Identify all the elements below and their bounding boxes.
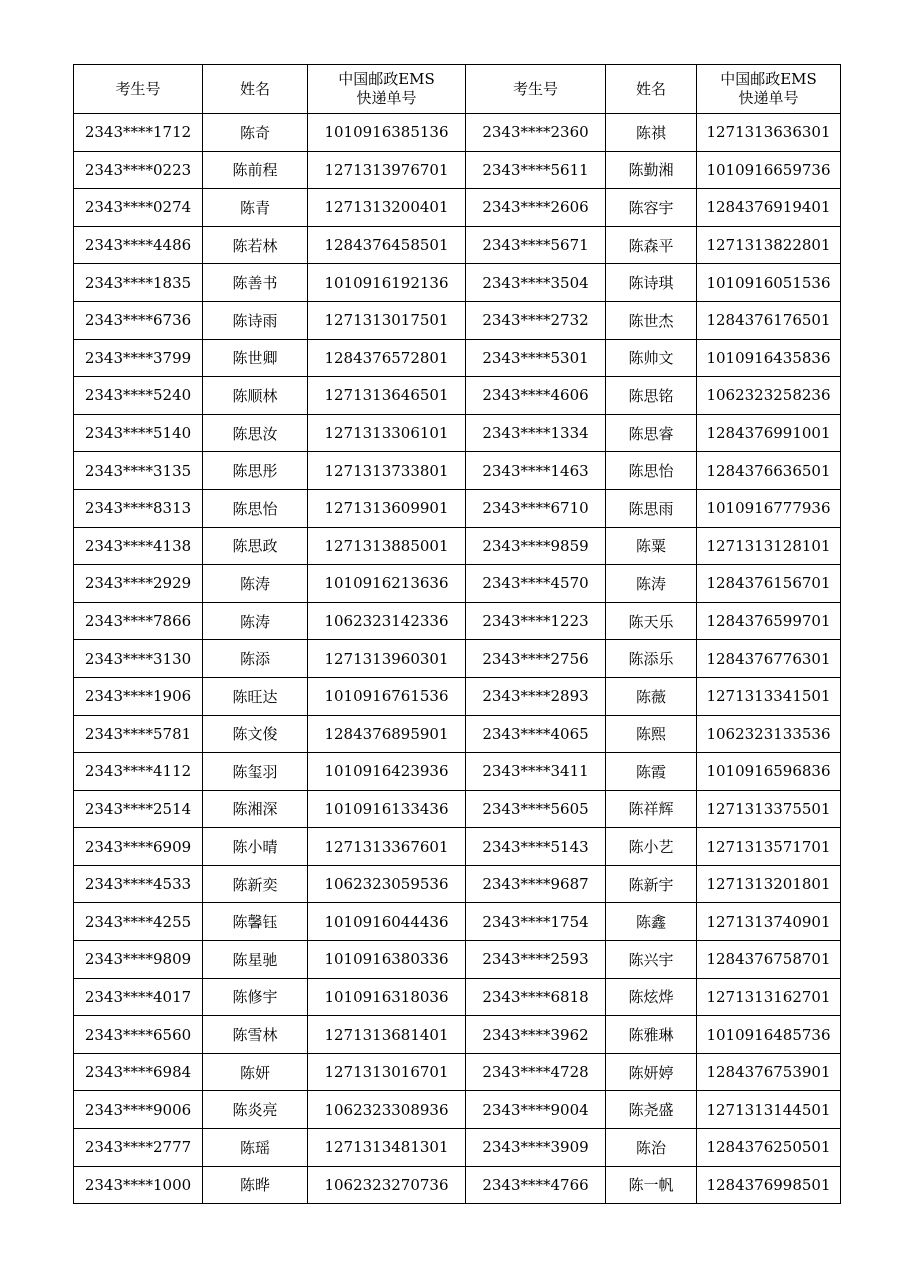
exam-id-cell: 2343****5671 — [466, 226, 606, 264]
student-name-cell: 陈思政 — [203, 527, 308, 565]
header-name-left: 姓名 — [203, 65, 308, 114]
ems-number-cell: 1062323270736 — [308, 1166, 466, 1204]
ems-number-cell: 1284376636501 — [697, 452, 841, 490]
ems-number-cell: 1284376895901 — [308, 715, 466, 753]
table-row — [74, 565, 841, 603]
exam-id-cell: 2343****2593 — [466, 941, 606, 979]
ems-number-cell: 1271313636301 — [697, 114, 841, 152]
exam-id-cell: 2343****6909 — [74, 828, 203, 866]
exam-id-cell: 2343****3962 — [466, 1016, 606, 1054]
table-row — [74, 527, 841, 565]
ems-number-cell: 1271313822801 — [697, 226, 841, 264]
exam-id-cell: 2343****2893 — [466, 677, 606, 715]
ems-number-cell: 1271313375501 — [697, 790, 841, 828]
table-row — [74, 753, 841, 791]
student-name-cell: 陈旺达 — [203, 677, 308, 715]
table-row — [74, 640, 841, 678]
ems-number-cell: 1271313976701 — [308, 151, 466, 189]
student-name-cell: 陈炫烨 — [606, 978, 697, 1016]
exam-id-cell: 2343****4570 — [466, 565, 606, 603]
exam-id-cell: 2343****9006 — [74, 1091, 203, 1129]
table-row — [74, 339, 841, 377]
student-name-cell: 陈思铭 — [606, 377, 697, 415]
ems-number-cell: 1271313128101 — [697, 527, 841, 565]
ems-number-cell: 1284376991001 — [697, 414, 841, 452]
student-name-cell: 陈思怡 — [606, 452, 697, 490]
exam-id-cell: 2343****2756 — [466, 640, 606, 678]
table-row — [74, 602, 841, 640]
ems-number-cell: 1284376156701 — [697, 565, 841, 603]
student-name-cell: 陈善书 — [203, 264, 308, 302]
student-name-cell: 陈文俊 — [203, 715, 308, 753]
exam-id-cell: 2343****6560 — [74, 1016, 203, 1054]
exam-id-cell: 2343****2360 — [466, 114, 606, 152]
ems-number-cell: 1062323308936 — [308, 1091, 466, 1129]
exam-id-cell: 2343****1463 — [466, 452, 606, 490]
table-row — [74, 1091, 841, 1129]
student-name-cell: 陈妍婷 — [606, 1053, 697, 1091]
table-row — [74, 489, 841, 527]
student-name-cell: 陈添乐 — [606, 640, 697, 678]
student-name-cell: 陈世杰 — [606, 301, 697, 339]
ems-number-cell: 1271313740901 — [697, 903, 841, 941]
student-name-cell: 陈思汝 — [203, 414, 308, 452]
student-name-cell: 陈馨钰 — [203, 903, 308, 941]
exam-id-cell: 2343****3909 — [466, 1129, 606, 1167]
header-name-right: 姓名 — [606, 65, 697, 114]
student-name-cell: 陈顺林 — [203, 377, 308, 415]
student-name-cell: 陈容宇 — [606, 189, 697, 227]
student-name-cell: 陈若林 — [203, 226, 308, 264]
student-name-cell: 陈祥辉 — [606, 790, 697, 828]
exam-id-cell: 2343****2777 — [74, 1129, 203, 1167]
exam-id-cell: 2343****2929 — [74, 565, 203, 603]
ems-number-cell: 1271313016701 — [308, 1053, 466, 1091]
exam-id-cell: 2343****9687 — [466, 865, 606, 903]
exam-id-cell: 2343****6710 — [466, 489, 606, 527]
ems-number-cell: 1284376753901 — [697, 1053, 841, 1091]
student-name-cell: 陈添 — [203, 640, 308, 678]
ems-number-cell: 1062323059536 — [308, 865, 466, 903]
student-name-cell: 陈熙 — [606, 715, 697, 753]
exam-id-cell: 2343****0274 — [74, 189, 203, 227]
student-name-cell: 陈勤湘 — [606, 151, 697, 189]
exam-id-cell: 2343****5240 — [74, 377, 203, 415]
table-row — [74, 978, 841, 1016]
header-ems-left — [308, 65, 466, 114]
exam-id-cell: 2343****6984 — [74, 1053, 203, 1091]
ems-number-cell: 1271313609901 — [308, 489, 466, 527]
exam-id-cell: 2343****5301 — [466, 339, 606, 377]
exam-id-cell: 2343****4138 — [74, 527, 203, 565]
student-name-cell: 陈奇 — [203, 114, 308, 152]
student-name-cell: 陈祺 — [606, 114, 697, 152]
ems-number-cell: 1271313571701 — [697, 828, 841, 866]
student-name-cell: 陈小晴 — [203, 828, 308, 866]
ems-number-cell: 1271313201801 — [697, 865, 841, 903]
student-name-cell: 陈霞 — [606, 753, 697, 791]
ems-number-cell: 1010916423936 — [308, 753, 466, 791]
table-row — [74, 452, 841, 490]
student-name-cell: 陈青 — [203, 189, 308, 227]
student-name-cell: 陈世卿 — [203, 339, 308, 377]
student-name-cell: 陈晔 — [203, 1166, 308, 1204]
ems-number-cell: 1010916761536 — [308, 677, 466, 715]
exam-id-cell: 2343****4255 — [74, 903, 203, 941]
student-name-cell: 陈湘深 — [203, 790, 308, 828]
student-name-cell: 陈新宇 — [606, 865, 697, 903]
ems-number-cell: 1010916435836 — [697, 339, 841, 377]
ems-number-cell: 1062323258236 — [697, 377, 841, 415]
exam-id-cell: 2343****1334 — [466, 414, 606, 452]
student-name-cell: 陈修宇 — [203, 978, 308, 1016]
exam-id-cell: 2343****4017 — [74, 978, 203, 1016]
exam-id-cell: 2343****2732 — [466, 301, 606, 339]
table-row — [74, 114, 841, 152]
ems-number-cell: 1284376599701 — [697, 602, 841, 640]
header-ems-left-line1: 中国邮政EMS — [338, 70, 435, 88]
ems-number-cell: 1010916044436 — [308, 903, 466, 941]
table-row — [74, 903, 841, 941]
ems-number-cell: 1284376776301 — [697, 640, 841, 678]
exam-id-cell: 2343****6736 — [74, 301, 203, 339]
student-name-cell: 陈思睿 — [606, 414, 697, 452]
student-name-cell: 陈雪林 — [203, 1016, 308, 1054]
student-name-cell: 陈小艺 — [606, 828, 697, 866]
exam-id-cell: 2343****5781 — [74, 715, 203, 753]
student-name-cell: 陈治 — [606, 1129, 697, 1167]
table-row — [74, 264, 841, 302]
ems-number-cell: 1010916777936 — [697, 489, 841, 527]
student-name-cell: 陈天乐 — [606, 602, 697, 640]
table-row — [74, 865, 841, 903]
ems-number-cell: 1284376458501 — [308, 226, 466, 264]
student-name-cell: 陈诗雨 — [203, 301, 308, 339]
ems-number-cell: 1271313162701 — [697, 978, 841, 1016]
ems-number-cell: 1271313646501 — [308, 377, 466, 415]
header-exam-id-right: 考生号 — [466, 65, 606, 114]
ems-number-cell: 1010916192136 — [308, 264, 466, 302]
ems-number-cell: 1010916385136 — [308, 114, 466, 152]
ems-number-cell: 1271313733801 — [308, 452, 466, 490]
table-row — [74, 301, 841, 339]
student-name-cell: 陈玺羽 — [203, 753, 308, 791]
ems-tracking-table — [73, 64, 841, 1204]
student-name-cell: 陈涛 — [203, 565, 308, 603]
exam-id-cell: 2343****9809 — [74, 941, 203, 979]
student-name-cell: 陈星驰 — [203, 941, 308, 979]
header-exam-id-left: 考生号 — [74, 65, 203, 114]
ems-number-cell: 1010916133436 — [308, 790, 466, 828]
ems-number-cell: 1271313481301 — [308, 1129, 466, 1167]
student-name-cell: 陈新奕 — [203, 865, 308, 903]
student-name-cell: 陈鑫 — [606, 903, 697, 941]
exam-id-cell: 2343****2606 — [466, 189, 606, 227]
ems-number-cell: 1284376758701 — [697, 941, 841, 979]
ems-number-cell: 1271313885001 — [308, 527, 466, 565]
ems-number-cell: 1271313144501 — [697, 1091, 841, 1129]
student-name-cell: 陈一帆 — [606, 1166, 697, 1204]
header-ems-right-line1: 中国邮政EMS — [720, 70, 817, 88]
student-name-cell: 陈雅琳 — [606, 1016, 697, 1054]
ems-number-cell: 1010916051536 — [697, 264, 841, 302]
ems-number-cell: 1010916213636 — [308, 565, 466, 603]
table-row — [74, 151, 841, 189]
header-ems-left-line2: 快递单号 — [356, 89, 417, 107]
ems-number-cell: 1284376998501 — [697, 1166, 841, 1204]
table-row — [74, 1129, 841, 1167]
exam-id-cell: 2343****7866 — [74, 602, 203, 640]
exam-id-cell: 2343****5143 — [466, 828, 606, 866]
exam-id-cell: 2343****1712 — [74, 114, 203, 152]
exam-id-cell: 2343****9004 — [466, 1091, 606, 1129]
ems-number-cell: 1284376919401 — [697, 189, 841, 227]
exam-id-cell: 2343****1223 — [466, 602, 606, 640]
exam-id-cell: 2343****3799 — [74, 339, 203, 377]
student-name-cell: 陈诗琪 — [606, 264, 697, 302]
student-name-cell: 陈粟 — [606, 527, 697, 565]
header-ems-right-line2: 快递单号 — [738, 89, 799, 107]
table-header-row — [74, 65, 841, 114]
header-ems-right — [697, 65, 841, 114]
ems-number-cell: 1271313306101 — [308, 414, 466, 452]
ems-number-cell: 1284376572801 — [308, 339, 466, 377]
table-row — [74, 941, 841, 979]
table-row — [74, 790, 841, 828]
table-row — [74, 1016, 841, 1054]
table-row — [74, 377, 841, 415]
exam-id-cell: 2343****3135 — [74, 452, 203, 490]
ems-number-cell: 1271313367601 — [308, 828, 466, 866]
ems-number-cell: 1062323133536 — [697, 715, 841, 753]
exam-id-cell: 2343****5611 — [466, 151, 606, 189]
table-row — [74, 1053, 841, 1091]
exam-id-cell: 2343****1906 — [74, 677, 203, 715]
table-row — [74, 677, 841, 715]
ems-number-cell: 1271313341501 — [697, 677, 841, 715]
ems-number-cell: 1271313200401 — [308, 189, 466, 227]
student-name-cell: 陈思怡 — [203, 489, 308, 527]
ems-number-cell: 1010916380336 — [308, 941, 466, 979]
ems-number-cell: 1284376250501 — [697, 1129, 841, 1167]
exam-id-cell: 2343****1000 — [74, 1166, 203, 1204]
exam-id-cell: 2343****1754 — [466, 903, 606, 941]
ems-number-cell: 1062323142336 — [308, 602, 466, 640]
exam-id-cell: 2343****4486 — [74, 226, 203, 264]
ems-number-cell: 1010916659736 — [697, 151, 841, 189]
student-name-cell: 陈妍 — [203, 1053, 308, 1091]
table-row — [74, 715, 841, 753]
student-name-cell: 陈思彤 — [203, 452, 308, 490]
student-name-cell: 陈薇 — [606, 677, 697, 715]
table-row — [74, 828, 841, 866]
student-name-cell: 陈森平 — [606, 226, 697, 264]
exam-id-cell: 2343****1835 — [74, 264, 203, 302]
exam-id-cell: 2343****3504 — [466, 264, 606, 302]
exam-id-cell: 2343****4766 — [466, 1166, 606, 1204]
student-name-cell: 陈帅文 — [606, 339, 697, 377]
exam-id-cell: 2343****4112 — [74, 753, 203, 791]
student-name-cell: 陈前程 — [203, 151, 308, 189]
table-row — [74, 1166, 841, 1204]
student-name-cell: 陈涛 — [606, 565, 697, 603]
table-body — [74, 114, 841, 1204]
student-name-cell: 陈炎亮 — [203, 1091, 308, 1129]
ems-number-cell: 1271313960301 — [308, 640, 466, 678]
student-name-cell: 陈瑶 — [203, 1129, 308, 1167]
table-row — [74, 414, 841, 452]
ems-number-cell: 1271313681401 — [308, 1016, 466, 1054]
exam-id-cell: 2343****3130 — [74, 640, 203, 678]
exam-id-cell: 2343****8313 — [74, 489, 203, 527]
student-name-cell: 陈兴宇 — [606, 941, 697, 979]
ems-number-cell: 1010916485736 — [697, 1016, 841, 1054]
exam-id-cell: 2343****4533 — [74, 865, 203, 903]
student-name-cell: 陈涛 — [203, 602, 308, 640]
ems-tracking-sheet — [73, 64, 840, 1204]
ems-number-cell: 1284376176501 — [697, 301, 841, 339]
exam-id-cell: 2343****0223 — [74, 151, 203, 189]
exam-id-cell: 2343****5605 — [466, 790, 606, 828]
student-name-cell: 陈尧盛 — [606, 1091, 697, 1129]
exam-id-cell: 2343****5140 — [74, 414, 203, 452]
ems-number-cell: 1010916318036 — [308, 978, 466, 1016]
student-name-cell: 陈思雨 — [606, 489, 697, 527]
exam-id-cell: 2343****4606 — [466, 377, 606, 415]
ems-number-cell: 1271313017501 — [308, 301, 466, 339]
exam-id-cell: 2343****2514 — [74, 790, 203, 828]
exam-id-cell: 2343****6818 — [466, 978, 606, 1016]
exam-id-cell: 2343****4728 — [466, 1053, 606, 1091]
exam-id-cell: 2343****4065 — [466, 715, 606, 753]
exam-id-cell: 2343****3411 — [466, 753, 606, 791]
table-row — [74, 189, 841, 227]
ems-number-cell: 1010916596836 — [697, 753, 841, 791]
table-row — [74, 226, 841, 264]
exam-id-cell: 2343****9859 — [466, 527, 606, 565]
